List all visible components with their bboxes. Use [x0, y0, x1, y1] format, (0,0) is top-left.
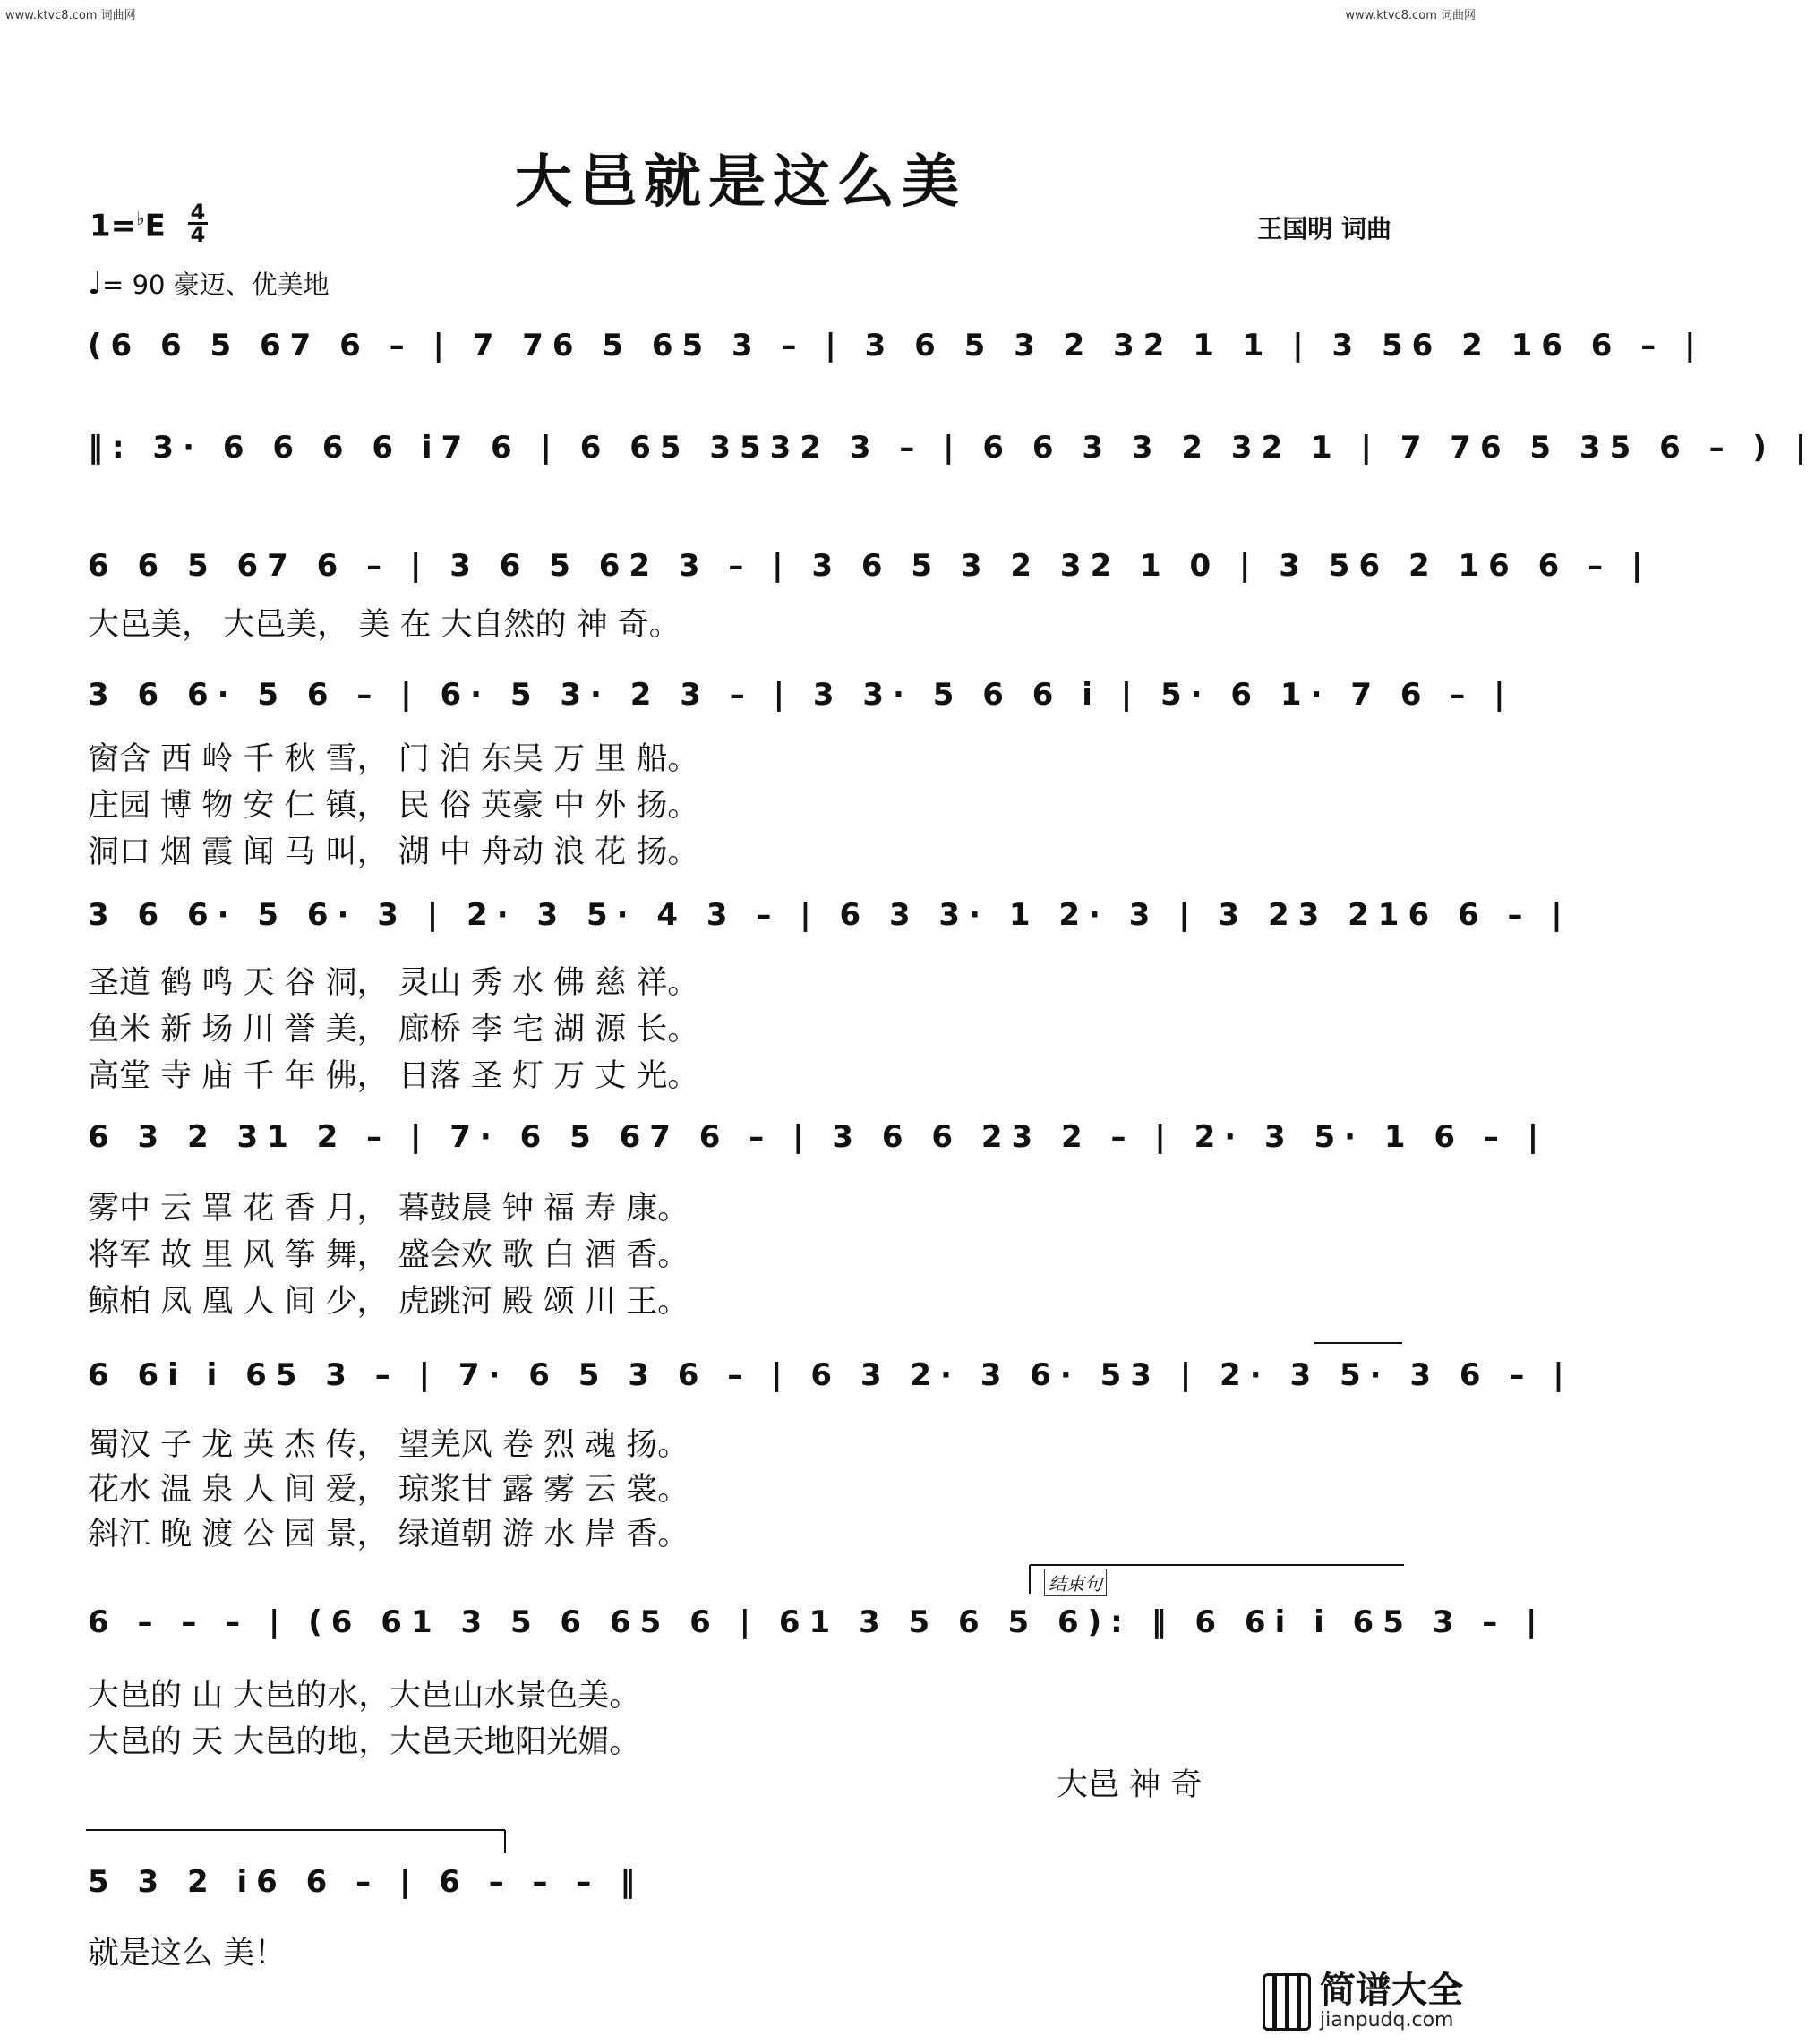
key-flat: ♭	[136, 208, 145, 229]
lyric-row-5-1: 圣道 鹤 鸣 天 谷 洞， 灵山 秀 水 佛 慈 祥。	[88, 965, 699, 1001]
key-note: E	[144, 208, 166, 244]
quarter-note-icon: ♩	[88, 266, 103, 302]
ending-label: 结束句	[1044, 1569, 1107, 1596]
tempo-text: = 90 豪迈、优美地	[102, 269, 330, 300]
lyric-row-8-1: 大邑的 山 大邑的水，大邑山水景色美。	[88, 1678, 641, 1714]
lyric-row-4-2: 庄园 博 物 安 仁 镇， 民 俗 英豪 中 外 扬。	[88, 788, 699, 824]
lyric-row-5-3: 高堂 寺 庙 千 年 佛， 日落 圣 灯 万 丈 光。	[88, 1058, 699, 1094]
lyric-row-5-2: 鱼米 新 场 川 誉 美， 廊桥 李 宅 湖 源 长。	[88, 1012, 699, 1048]
logo-brand: 简谱大全	[1320, 1970, 1463, 2011]
notation-row-1: (6 6 5 67 6 – | 7 76 5 65 3 – | 3 6 5 3 2 32 1 1 | 3 56 2 16 6 – |	[88, 328, 1705, 363]
lyric-row-7-1: 蜀汉 子 龙 英 杰 传， 望羌风 卷 烈 魂 扬。	[88, 1427, 689, 1463]
lyric-row-4-3: 洞口 烟 霞 闻 马 叫， 湖 中 舟动 浪 花 扬。	[88, 834, 699, 870]
lyric-row-3-1: 大邑美， 大邑美， 美 在 大自然的 神 奇。	[88, 607, 681, 643]
logo-site: jianpudq.com	[1320, 2009, 1454, 2031]
lyric-row-6-2: 将军 故 里 风 筝 舞， 盛会欢 歌 白 酒 香。	[88, 1237, 689, 1273]
site-logo	[1263, 1971, 1463, 2031]
notation-row-6: 6 3 2 31 2 – | 7· 6 5 67 6 – | 3 6 6 23 2 – | 2· 3 5· 1 6 – |	[88, 1119, 1548, 1155]
piano-keys-icon	[1263, 1973, 1311, 2031]
ending-lyric: 大邑 神 奇	[1057, 1767, 1203, 1803]
watermark-left: www.ktvc8.com 词曲网	[5, 9, 136, 22]
notation-row-8: 6 – – – | (6 61 3 5 6 65 6 | 61 3 5 6 5 6): ‖ 6 6i i 65 3 – |	[88, 1604, 1546, 1640]
lyric-row-6-1: 雾中 云 罩 花 香 月， 暮鼓晨 钟 福 寿 康。	[88, 1191, 689, 1227]
notation-row-3: 6 6 5 67 6 – | 3 6 5 62 3 – | 3 6 5 3 2 32 1 0 | 3 56 2 16 6 – |	[88, 548, 1652, 584]
lyric-row-8-2: 大邑的 天 大邑的地，大邑天地阳光媚。	[88, 1724, 641, 1760]
lyric-row-6-3: 鲸柏 凤 凰 人 间 少， 虎跳河 殿 颂 川 王。	[88, 1284, 689, 1320]
time-bottom: 4	[188, 222, 208, 244]
notation-row-4: 3 6 6· 5 6 – | 6· 5 3· 2 3 – | 3 3· 5 6 6 i | 5· 6 1· 7 6 – |	[88, 677, 1514, 713]
song-title: 大邑就是这么美	[515, 149, 966, 216]
notation-row-5: 3 6 6· 5 6· 3 | 2· 3 5· 4 3 – | 6 3 3· 1 2· 3 | 3 23 216 6 – |	[88, 897, 1571, 933]
lyric-row-9-1: 就是这么 美！	[88, 1936, 287, 1971]
time-top: 4	[190, 200, 206, 225]
lyric-row-7-2: 花水 温 泉 人 间 爱， 琼浆甘 露 雾 云 裳。	[88, 1472, 689, 1508]
watermark-right: www.ktvc8.com 词曲网	[1345, 9, 1476, 22]
lyric-row-4-1: 窗含 西 岭 千 秋 雪， 门 泊 东吴 万 里 船。	[88, 741, 699, 777]
notation-row-9: 5 3 2 i6 6 – | 6 – – – ‖	[88, 1864, 645, 1900]
notation-row-7: 6 6i i 65 3 – | 7· 6 5 3 6 – | 6 3 2· 3 6· 53 | 2· 3 5· 3 6 – |	[88, 1357, 1573, 1393]
lyric-row-7-3: 斜江 晚 渡 公 园 景， 绿道朝 游 水 岸 香。	[88, 1517, 689, 1552]
key-prefix: 1=	[90, 208, 137, 244]
notation-row-2: ‖: 3· 6 6 6 6 i7 6 | 6 65 3532 3 – | 6 6 3 3 2 32 1 | 7 76 5 35 6 – ) |	[88, 430, 1815, 466]
author-credit: 王国明 词曲	[1257, 214, 1391, 244]
